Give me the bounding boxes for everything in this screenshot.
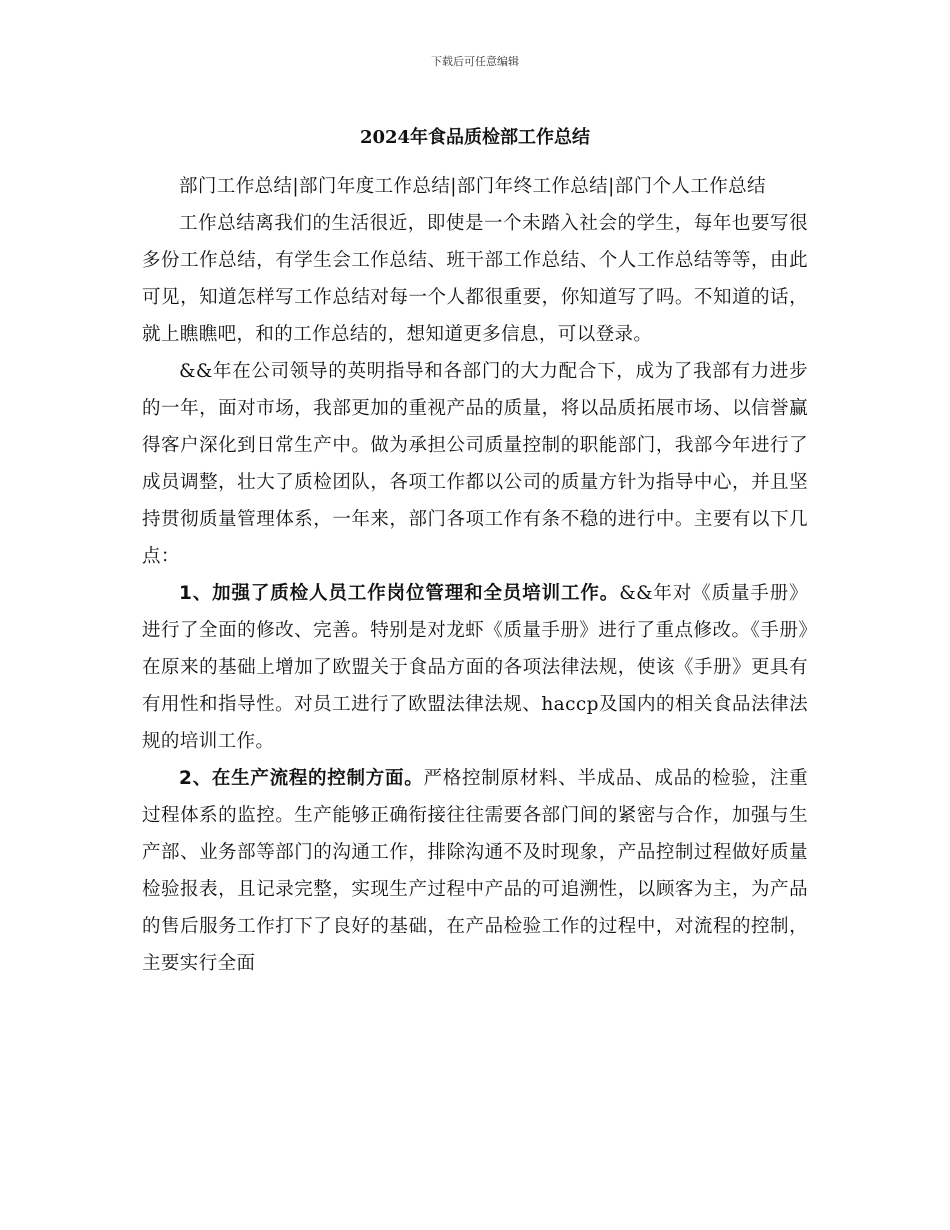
- header-note: 下载后可任意编辑: [431, 55, 519, 68]
- paragraph-point-2: [142, 760, 808, 982]
- paragraph-text: 工作总结离我们的生活很近，即使是一个未踏入社会的学生，每年也要写很多份工作总结，有学生会工作总结、班干部工作总结、个人工作总结等等，由此可见，知道怎样写工作总结对每一个人都很重要，你知道写了吗。不知道的话，就上瞧瞧吧，和的工作总结的，想知道更多信息，可以登录。: [142, 213, 808, 345]
- paragraph-text: 严格控制原材料、半成品、成品的检验，注重过程体系的监控。生产能够正确衔接往往需要各部门间的紧密与合作，加强与生产部、业务部等部门的沟通工作，排除沟通不及时现象，产品控制过程做好质量检验报表，且记录完整，实现生产过程中产品的可追溯性，以顾客为主，为产品的售后服务工作打下了良好的基础，在产品检验工作的过程中，对流程的控制，主要实行全面: [142, 768, 808, 974]
- paragraph-categories: [142, 168, 808, 205]
- paragraph-lead: 1、加强了质检人员工作岗位管理和全员培训工作。: [179, 583, 620, 604]
- paragraph-point-1: [142, 575, 808, 760]
- paragraph-text: &&年对《质量手册》进行了全面的修改、完善。特别是对龙虾《质量手册》进行了重点修改。《手册》在原来的基础上增加了欧盟关于食品方面的各项法律法规，使该《手册》更具有有用性和指导性。对员工进行了欧盟法律法规、haccp及国内的相关食品法律法规的培训工作。: [142, 583, 809, 752]
- paragraph-text: &&年在公司领导的英明指导和各部门的大力配合下，成为了我部有力进步的一年，面对市场，我部更加的重视产品的质量，将以品质拓展市场、以信誉赢得客户深化到日常生产中。做为承担公司质量控制的职能部门，我部今年进行了成员调整，壮大了质检团队，各项工作都以公司的质量方针为指导中心，并且坚持贯彻质量管理体系，一年来，部门各项工作有条不稳的进行中。主要有以下几点：: [142, 361, 808, 567]
- document-title: 2024年食品质检部工作总结: [359, 127, 591, 148]
- document-body: [142, 168, 808, 982]
- paragraph-overview: [142, 353, 808, 575]
- paragraph-lead: 2、在生产流程的控制方面。: [179, 768, 424, 789]
- paragraph-intro: [142, 205, 808, 353]
- paragraph-text: 部门工作总结|部门年度工作总结|部门年终工作总结|部门个人工作总结: [179, 176, 766, 197]
